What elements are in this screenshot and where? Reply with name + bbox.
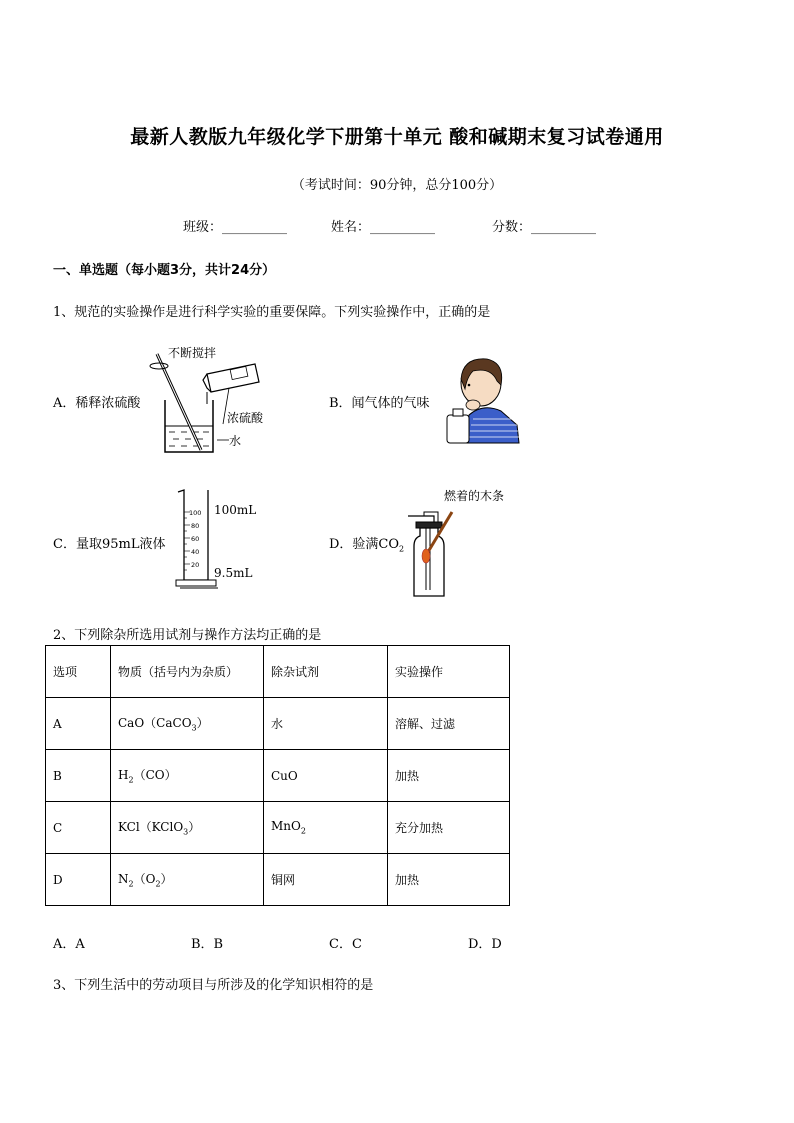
water-label: 水 (229, 434, 242, 448)
table-row (46, 854, 510, 906)
exam-info: （考试时间：90分钟，总分100分） (291, 178, 503, 193)
score-field: 分数：__________ (492, 220, 597, 235)
page-title: 最新人教版九年级化学下册第十单元 酸和碱期末复习试卷通用 (130, 126, 664, 148)
question-2: 2、下列除杂所选用试剂与操作方法均正确的是 (53, 628, 322, 643)
answer-a: A．A (53, 937, 85, 952)
cell-operation: 加热 (388, 750, 510, 802)
co2-test-diagram (404, 506, 474, 598)
option-c: C．量取95mL液体 (53, 537, 166, 552)
table-row (46, 802, 510, 854)
cell-reagent: 水 (264, 698, 388, 750)
cell-operation: 充分加热 (388, 802, 510, 854)
cell-option: D (46, 854, 111, 906)
label-100ml: 100mL (214, 503, 257, 517)
cell-operation: 溶解、过滤 (388, 698, 510, 750)
name-field: 姓名：__________ (331, 220, 436, 235)
cell-substance: $N_2(O_2)$ (111, 854, 264, 906)
tick-100: 100 (189, 509, 202, 517)
header-substance: 物质（括号内为杂质） (111, 646, 264, 698)
cell-option: C (46, 802, 111, 854)
tick-60: 60 (191, 535, 200, 543)
option-b: B．闻气体的气味 (329, 396, 430, 411)
option-a: A．稀释浓硫酸 (53, 396, 141, 411)
class-field: 班级：__________ (183, 220, 288, 235)
tick-80: 80 (191, 522, 200, 530)
table-row (46, 698, 510, 750)
tick-20: 20 (191, 561, 200, 569)
section-heading: 一、单选题（每小题3分，共计24分） (53, 263, 276, 278)
cell-substance: $H_2(CO)$ (111, 750, 264, 802)
cell-reagent: MnO$_2$ (264, 802, 388, 854)
table-row (46, 750, 510, 802)
header-option: 选项 (46, 646, 111, 698)
tick-40: 40 (191, 548, 200, 556)
stir-label: 不断搅拌 (168, 346, 217, 360)
cell-reagent: CuO (264, 750, 388, 802)
header-reagent: 除杂试剂 (264, 646, 388, 698)
answer-d: D．D (468, 937, 502, 952)
question-1: 1、规范的实验操作是进行科学实验的重要保障。下列实验操作中，正确的是 (53, 305, 491, 320)
answer-c: C．C (329, 937, 362, 952)
cell-operation: 加热 (388, 854, 510, 906)
cell-option: B (46, 750, 111, 802)
acid-label: 浓硫酸 (227, 411, 264, 425)
question-3: 3、下列生活中的劳动项目与所涉及的化学知识相符的是 (53, 978, 374, 993)
smell-gas-diagram (443, 355, 521, 445)
label-9-5ml: 9.5mL (214, 566, 253, 580)
cell-option: A (46, 698, 111, 750)
cell-substance: KCl（KClO$_3$） (111, 802, 264, 854)
burning-splint-label: 燃着的木条 (444, 489, 505, 503)
header-operation: 实验操作 (388, 646, 510, 698)
option-d: D．验满$CO_2$ (329, 537, 405, 554)
cell-reagent: 铜网 (264, 854, 388, 906)
answer-b: B．B (191, 937, 224, 952)
impurity-table (45, 645, 510, 906)
cell-substance: CaO（CaCO$_3$） (111, 698, 264, 750)
table-header-row (46, 646, 510, 698)
